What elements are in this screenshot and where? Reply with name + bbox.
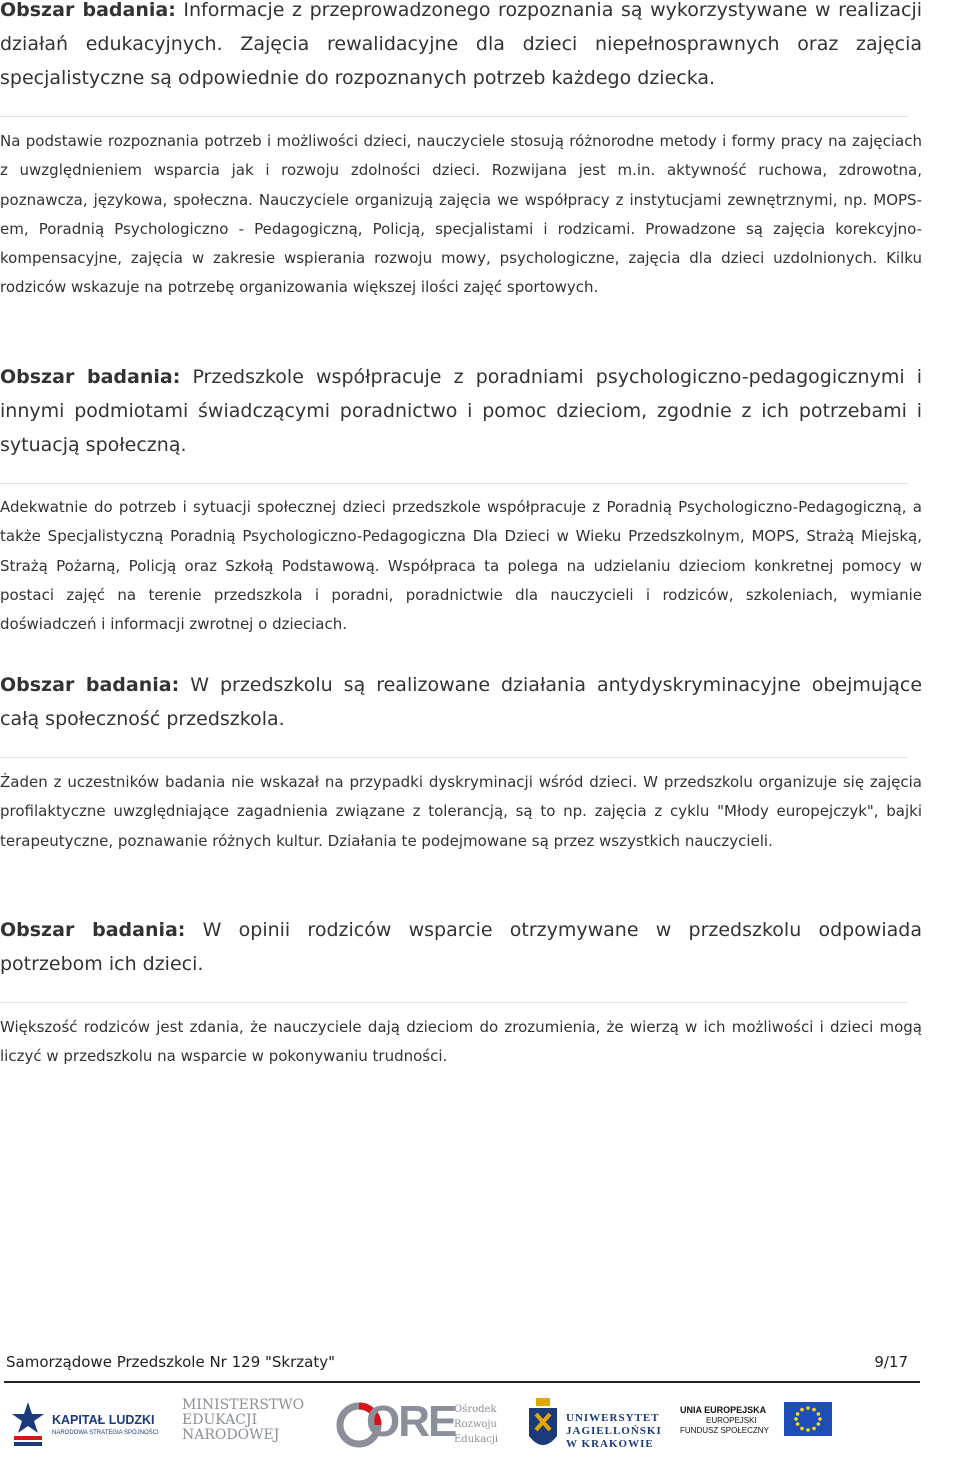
area-statement: Przedszkole współpracuje z poradniami psychologiczno-pedagogicznymi i innymi podmiotami świadczącymi poradnictwo i pomoc dzieciom, zgodnie z ich potrzebami i sytuacją społeczną.: [0, 366, 922, 456]
eu-logo: [680, 1392, 840, 1462]
divider: [0, 116, 908, 117]
uj-logo: [526, 1392, 666, 1462]
section-4-body: Większość rodziców jest zdania, że nauczyciele dają dzieciom do zrozumienia, że wierzą w ich możliwości i dzieci mogą liczyć w przedszkolu na wsparcie w pokonywaniu trudności.: [0, 1018, 922, 1066]
sponsor-logos: [0, 1392, 960, 1462]
section-1-heading: [0, 0, 922, 95]
men-line-3: NARODOWEJ: [182, 1427, 280, 1443]
ore-line-2: Rozwoju: [454, 1419, 497, 1430]
divider: [0, 483, 908, 484]
kapital-ludzki-emblem-icon: [10, 1400, 46, 1450]
section-3-heading: [0, 668, 922, 736]
eu-flag-icon: [784, 1402, 832, 1436]
men-line-2: EDUKACJI: [182, 1412, 258, 1428]
uj-line-3: W KRAKOWIE: [566, 1438, 654, 1450]
footer-school-name: Samorządowe Przedszkole Nr 129 "Skrzaty": [6, 1353, 336, 1371]
section-1-body: Na podstawie rozpoznania potrzeb i możliwości dzieci, nauczyciele stosują różnorodne metody i formy pracy na zajęciach z uwzględnieniem wsparcia jak i rozwoju zdolności dzieci. Rozwijana jest m.in. aktywność ruchowa, zdrowotna, poznawcza, językowa, społeczna. Nauczyciele organizują zajęcia we współpracy z instytucjami zewnętrznymi, np. MOPS-em, Poradnią Psychologiczno - Pedagogiczną, Policją, specjalistami i rodzicami. Prowadzone są zajęcia korekcyjno- kompensacyjne, zajęcia w zakresie wspierania rozwoju mowy, psychologiczne, zajęcia dla dzieci uzdolnionych. Kilku rodziców wskazuje na potrzebę organizowania większej ilości zajęć sportowych.: [0, 132, 922, 297]
kapital-ludzki-title: KAPITAŁ LUDZKI: [52, 1413, 155, 1427]
section-3-body: Żaden z uczestników badania nie wskazał na przypadki dyskryminacji wśród dzieci. W przedszkolu organizuje się zajęcia profilaktyczne uwzględniające zagadnienia związane z tolerancją, są to np. zajęcia z cyklu "Młody europejczyk", bajki terapeutyczne, poznawanie różnych kultur. Działania te podejmowane są przez wszystkich nauczycieli.: [0, 773, 922, 850]
area-statement: Informacje z przeprowadzonego rozpoznania są wykorzystywane w realizacji działań edukacyjnych. Zajęcia rewalidacyjne dla dzieci niepełnosprawnych oraz zajęcia specjalistyczne są odpowiednie do rozpoznanych potrzeb każdego dziecka.: [0, 0, 922, 89]
divider: [0, 757, 908, 758]
area-statement: W opinii rodziców wsparcie otrzymywane w przedszkolu odpowiada potrzebom ich dzieci.: [0, 919, 922, 975]
area-label: Obszar badania:: [0, 0, 176, 21]
section-2-body: Adekwatnie do potrzeb i sytuacji społecznej dzieci przedszkole współpracuje z Poradnią Psychologiczno-Pedagogiczną, a także Specjalistyczną Poradnią Psychologiczno-Pedagogiczna Dla Dzieci w Wieku Przedszkolnym, MOPS, Strażą Miejską, Strażą Pożarną, Policją oraz Szkołą Podstawową. Współpraca ta polega na udzielaniu dzieciom konkretnej pomocy w postaci zajęć na terenie przedszkola i poradni, poradnictwie dla nauczycieli i rodziców, szkoleniach, wymianie doświadczeń i informacji zwrotnej o dzieciach.: [0, 498, 922, 634]
footer-rule: [4, 1381, 920, 1383]
section-4-heading: [0, 913, 922, 981]
area-statement: W przedszkolu są realizowane działania antydyskryminacyjne obejmujące całą społeczność przedszkola.: [0, 674, 923, 730]
ore-line-1: Ośrodek: [454, 1404, 497, 1415]
area-label: Obszar badania:: [0, 366, 181, 388]
area-label: Obszar badania:: [0, 919, 186, 941]
divider: [0, 1002, 908, 1003]
page-number: 9/17: [874, 1353, 908, 1371]
men-logo: [182, 1392, 305, 1462]
uj-line-2: JAGIELLOŃSKI: [566, 1425, 662, 1437]
eu-line-1: UNIA EUROPEJSKA: [680, 1405, 767, 1415]
eu-line-3: FUNDUSZ SPOŁECZNY: [680, 1426, 769, 1435]
uj-crest-icon: [526, 1396, 560, 1456]
ore-mark: ORE: [366, 1397, 456, 1446]
kapital-ludzki-logo: [8, 1392, 168, 1462]
uj-line-1: UNIWERSYTET: [566, 1412, 660, 1424]
area-label: Obszar badania:: [0, 674, 180, 696]
ore-logo: [336, 1392, 506, 1462]
men-line-1: MINISTERSTWO: [182, 1397, 305, 1413]
kapital-ludzki-subtitle: NARODOWA STRATEGIA SPÓJNOŚCI: [52, 1430, 159, 1436]
eu-line-2: EUROPEJSKI: [706, 1416, 757, 1425]
section-2-heading: [0, 360, 922, 462]
ore-line-3: Edukacji: [454, 1434, 499, 1445]
